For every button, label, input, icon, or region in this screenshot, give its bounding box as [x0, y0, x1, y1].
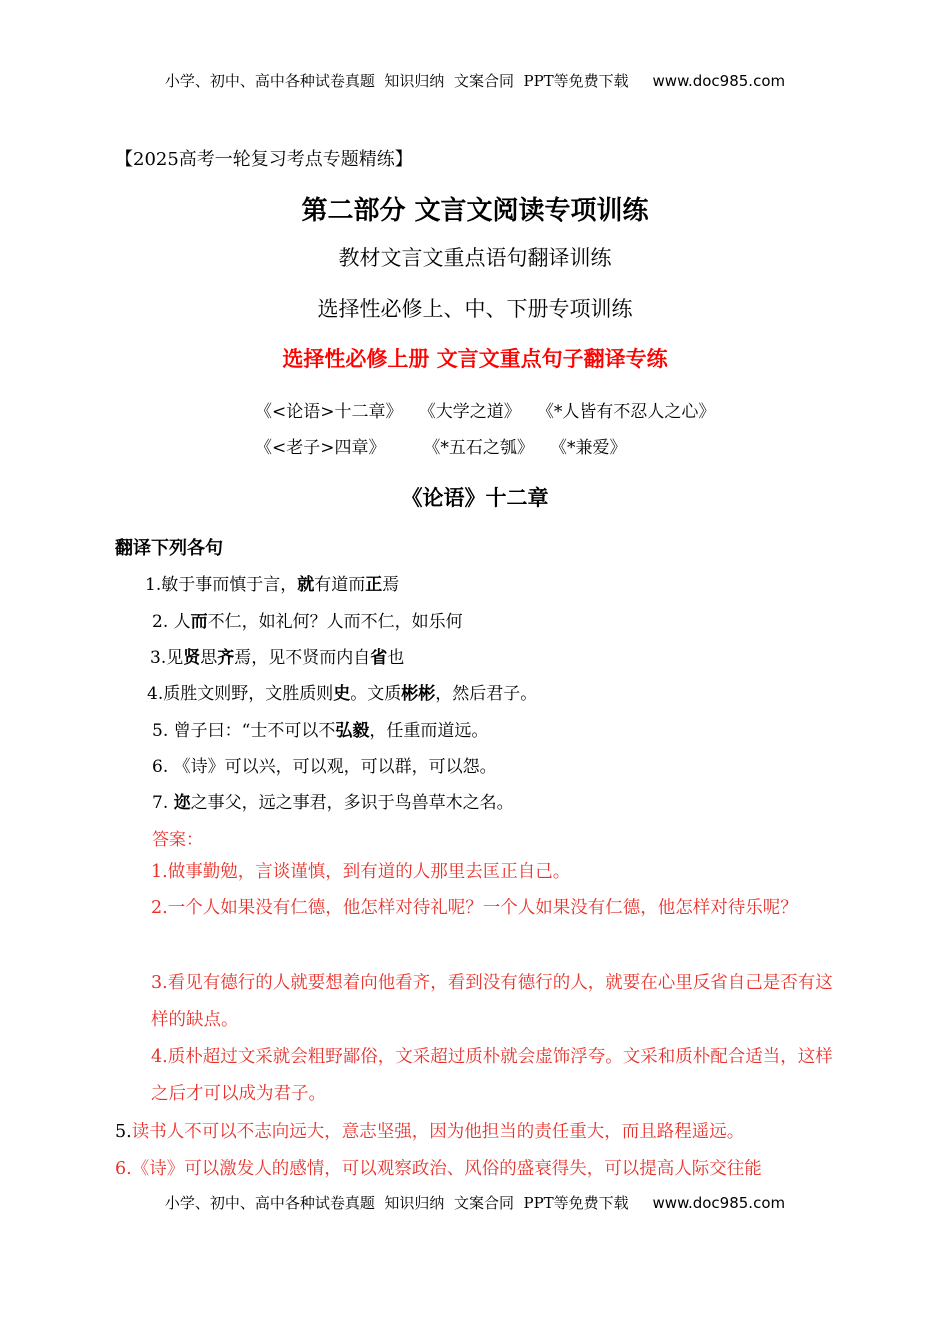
question-6: 6. 《诗》可以兴，可以观，可以群，可以怨。 [152, 757, 497, 777]
footer-url[interactable]: www.doc985.com [652, 1194, 786, 1212]
page-footer: 小学、初中、高中各种试卷真题 知识归纳 文案合同 PPT等免费下载 www.doc985.com [164, 1194, 786, 1212]
answer-1: 1.做事勤勉，言谈谨慎，到有道的人那里去匡正自己。 [151, 862, 571, 882]
page-title: 第二部分 文言文阅读专项训练 [301, 196, 649, 226]
subtitle-2: 选择性必修上、中、下册专项训练 [317, 297, 633, 321]
question-1: 1.敏于事而慎于言，就有道而正焉 [145, 575, 400, 595]
question-4: 4.质胜文则野，文胜质则史。文质彬彬，然后君子。 [147, 684, 538, 704]
answer-6: 6.《诗》可以激发人的感情，可以观察政治、风俗的盛衰得失，可以提高人际交往能 [115, 1159, 762, 1179]
question-7: 7. 迩之事父，远之事君，多识于鸟兽草木之名。 [152, 793, 514, 813]
toc-line-2: 《<老子>四章》 《*五石之瓠》 《*兼爱》 [255, 438, 627, 458]
instruction: 翻译下列各句 [115, 538, 223, 559]
subtitle-1: 教材文言文重点语句翻译训练 [338, 246, 612, 270]
page-header: 小学、初中、高中各种试卷真题 知识归纳 文案合同 PPT等免费下载 www.doc985.com [164, 72, 786, 90]
question-3: 3.见贤思齐焉，见不贤而内自省也 [150, 648, 405, 668]
question-2: 2. 人而不仁，如礼何？人而不仁，如乐何 [152, 612, 463, 632]
doc-tag: 【2025高考一轮复习考点专题精练】 [115, 149, 413, 170]
answer-5: 5.读书人不可以不志向远大，意志坚强，因为他担当的责任重大，而且路程遥远。 [115, 1122, 745, 1142]
section-title: 《论语》十二章 [401, 485, 549, 510]
answer-4: 4.质朴超过文采就会粗野鄙俗，文采超过质朴就会虚饰浮夸。文采和质朴配合适当，这样之后才可以成为君子。 [151, 1047, 833, 1104]
toc-line-1: 《<论语>十二章》 《大学之道》 《*人皆有不忍人之心》 [255, 402, 716, 422]
question-5: 5. 曾子曰：“士不可以不弘毅，任重而道远。 [152, 721, 489, 741]
header-url[interactable]: www.doc985.com [652, 72, 786, 90]
answer-2: 2.一个人如果没有仁德，他怎样对待礼呢？一个人如果没有仁德，他怎样对待乐呢？ [151, 898, 798, 918]
subtitle-3: 选择性必修上册 文言文重点句子翻译专练 [282, 347, 668, 371]
answer-label: 答案： [152, 830, 203, 850]
answer-3: 3.看见有德行的人就要想着向他看齐，看到没有德行的人，就要在心里反省自己是否有这样的缺点。 [151, 973, 833, 1030]
